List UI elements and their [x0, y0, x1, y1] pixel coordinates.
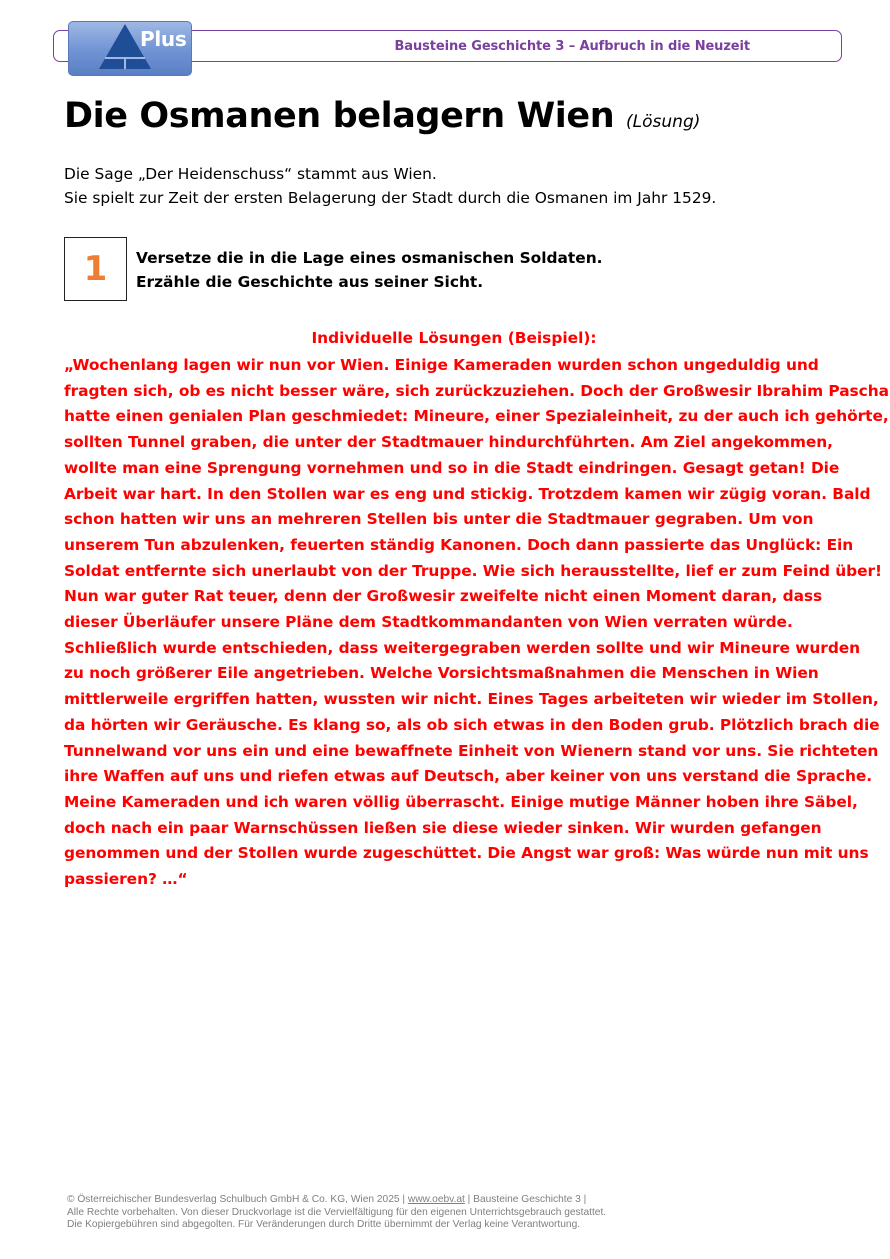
- story-line: zu noch größerer Eile angetrieben. Welche Vorsichtsmaßnahmen die Menschen in Wien: [64, 664, 819, 683]
- footer-line-1: [67, 1194, 606, 1207]
- page-title: [64, 96, 700, 136]
- story-line: Tunnelwand vor uns ein und eine bewaffnete Einheit von Wienern stand vor uns. Sie richteten: [64, 741, 879, 760]
- title-note: (Lösung): [626, 112, 701, 132]
- logo-text: Plus: [140, 27, 187, 51]
- task-number: 1: [83, 249, 108, 289]
- task-line: Versetze die in die Lage eines osmanischen Soldaten.: [136, 249, 603, 267]
- story-line: ihre Waffen auf uns und riefen etwas auf Deutsch, aber keiner von uns verstand die Sprache.: [64, 767, 873, 786]
- story-line: doch nach ein paar Warnschüssen ließen sie diese wieder sinken. Wir wurden gefangen: [64, 818, 822, 837]
- publisher-link[interactable]: www.oebv.at: [407, 1194, 465, 1205]
- story-line: Soldat entfernte sich unerlaubt von der Truppe. Wie sich herausstellte, lief er zum Feind über!: [64, 561, 883, 580]
- story-line: Nun war guter Rat teuer, denn der Großwesir zweifelte nicht einen Moment daran, dass: [64, 587, 823, 606]
- solution-heading: Individuelle Lösungen (Beispiel):: [311, 329, 597, 347]
- footer-suffix: | Bausteine Geschichte 3 |: [464, 1194, 587, 1205]
- footer-prefix: © Österreichischer Bundesverlag Schulbuch GmbH & Co. KG, Wien 2025 |: [67, 1194, 408, 1205]
- story-line: Schließlich wurde entschieden, dass weitergegraben werden sollte und wir Mineure wurden: [64, 638, 861, 657]
- intro-text: [64, 162, 844, 210]
- story-line: hatte einen genialen Plan geschmiedet: Mineure, einer Spezialeinheit, zu der auch ich gehörte,: [64, 407, 889, 426]
- story-line: unserem Tun abzulenken, feuerten ständig Kanonen. Doch dann passierte das Unglück: Ein: [64, 535, 854, 554]
- copyright-footer: [67, 1194, 606, 1232]
- footer-line-2: Alle Rechte vorbehalten. Von dieser Druckvorlage ist die Vervielfältigung für den eigenen Unterrichtsgebrauch gestattet.: [67, 1206, 607, 1218]
- story-line: genommen und der Stollen wurde zugeschüttet. Die Angst war groß: Was würde nun mit uns: [64, 844, 869, 863]
- story-line: fragten sich, ob es nicht besser wäre, sich zurückzuziehen. Doch der Großwesir Ibrahim Pascha: [64, 381, 889, 400]
- plus-logo: [68, 21, 192, 76]
- story-line: wollte man eine Sprengung vornehmen und so in die Stadt eindringen. Gesagt getan! Die: [64, 458, 840, 477]
- task-line: Erzähle die Geschichte aus seiner Sicht.: [136, 273, 484, 291]
- story-line: sollten Tunnel graben, die unter der Stadtmauer hindurchführten. Am Ziel angekommen,: [64, 433, 833, 452]
- task-number-box: [64, 237, 127, 301]
- story-line: da hörten wir Geräusche. Es klang so, als ob sich etwas in den Boden grub. Plötzlich brach die: [64, 715, 880, 734]
- story-line: dieser Überläufer unsere Pläne dem Stadtkommandanten von Wien verraten würde.: [64, 613, 793, 632]
- intro-line: Sie spielt zur Zeit der ersten Belagerung der Stadt durch die Osmanen im Jahr 1529.: [64, 189, 717, 207]
- task-instructions: [136, 246, 603, 294]
- series-title: Bausteine Geschichte 3 – Aufbruch in die Neuzeit: [394, 39, 750, 54]
- story-line: schon hatten wir uns an mehreren Stellen bis unter die Stadtmauer gegraben. Um von: [64, 510, 814, 529]
- story-line: Meine Kameraden und ich waren völlig überrascht. Einige mutige Männer hoben ihre Säbel,: [64, 792, 858, 811]
- story-line: „Wochenlang lagen wir nun vor Wien. Einige Kameraden wurden schon ungeduldig und: [64, 356, 819, 374]
- title-main: Die Osmanen belagern Wien: [64, 96, 615, 136]
- intro-line: Die Sage „Der Heidenschuss“ stammt aus Wien.: [64, 165, 437, 183]
- story-line: Arbeit war hart. In den Stollen war es eng und stickig. Trotzdem kamen wir zügig voran. Bald: [64, 484, 871, 503]
- story-line: mittlerweile ergriffen hatten, wussten wir nicht. Eines Tages arbeiteten wir wieder im Stollen,: [64, 690, 879, 709]
- story-line: passieren? …“: [64, 870, 188, 889]
- solution-story: [64, 353, 889, 893]
- footer-line-3: Die Kopiergebühren sind abgegolten. Für Veränderungen durch Dritte übernimmt der Verlag keine Verantwortung.: [67, 1219, 581, 1230]
